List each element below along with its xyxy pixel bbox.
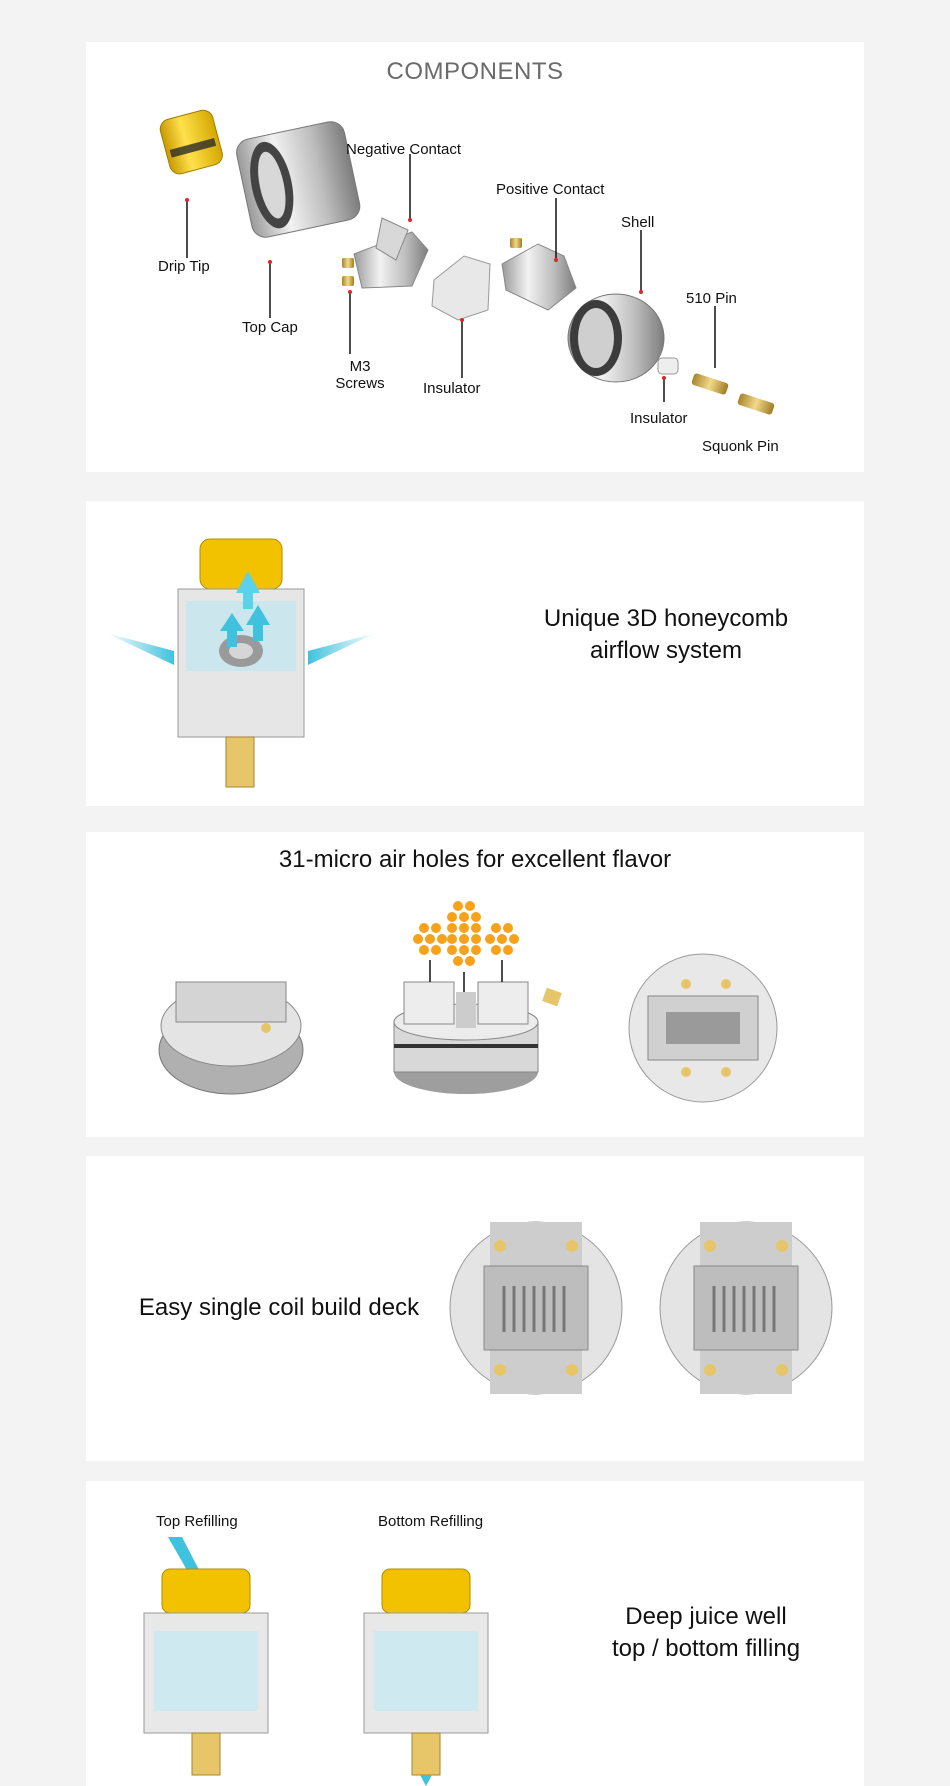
positive-contact-part — [502, 238, 576, 310]
deck-angled-view — [159, 982, 303, 1094]
bottom-refilling-label: Bottom Refilling — [378, 1513, 484, 1530]
build-deck-text: Easy single coil build deck — [138, 1294, 420, 1321]
filling-text — [556, 1601, 856, 1665]
micro-holes-panel — [86, 832, 864, 1137]
components-exploded-diagram — [86, 42, 864, 472]
bottom-refill-illustration — [364, 1569, 488, 1786]
airflow-cutaway-illustration — [86, 501, 446, 806]
negative-contact-part — [354, 218, 428, 288]
deck-side-view — [394, 982, 562, 1094]
build-deck-panel — [86, 1156, 864, 1461]
m3-screws-label-line1: M3 — [349, 358, 371, 375]
negative-contact-label: Negative Contact — [346, 141, 462, 158]
filling-line2: top / bottom filling — [611, 1635, 801, 1662]
top-cap-label: Top Cap — [242, 319, 298, 336]
airflow-text — [466, 603, 866, 667]
insulator-label-1: Insulator — [423, 380, 481, 397]
filling-line1: Deep juice well — [625, 1603, 787, 1630]
micro-holes-title: 31-micro air holes for excellent flavor — [278, 846, 672, 873]
m3-screws-label-line2: Screws — [335, 375, 385, 392]
airflow-line1: Unique 3D honeycomb — [543, 605, 789, 632]
m3-screws-label — [330, 358, 390, 392]
insulator-label-2: Insulator — [630, 410, 688, 427]
components-panel — [86, 42, 864, 472]
top-cap-part — [234, 119, 362, 240]
build-deck-2 — [660, 1222, 832, 1394]
drip-tip-part — [158, 108, 225, 176]
squonk-pin-label: Squonk Pin — [702, 438, 779, 455]
filling-illustrations — [86, 1481, 586, 1786]
orange-air-hole-dots — [413, 901, 519, 966]
components-title: COMPONENTS — [386, 58, 564, 85]
micro-holes-illustrations — [86, 832, 864, 1137]
deck-top-view — [629, 954, 777, 1102]
build-deck-illustrations — [86, 1156, 864, 1461]
airflow-panel — [86, 501, 864, 806]
shell-part — [568, 294, 664, 382]
top-refill-illustration — [144, 1537, 268, 1775]
shell-label: Shell — [621, 214, 655, 231]
airflow-line2: airflow system — [589, 637, 743, 664]
filling-panel — [86, 1481, 864, 1786]
build-deck-1 — [450, 1222, 622, 1394]
top-refilling-label: Top Refilling — [156, 1513, 238, 1530]
510-pin-label: 510 Pin — [686, 290, 737, 307]
positive-contact-label: Positive Contact — [496, 181, 605, 198]
drip-tip-label: Drip Tip — [158, 258, 210, 275]
